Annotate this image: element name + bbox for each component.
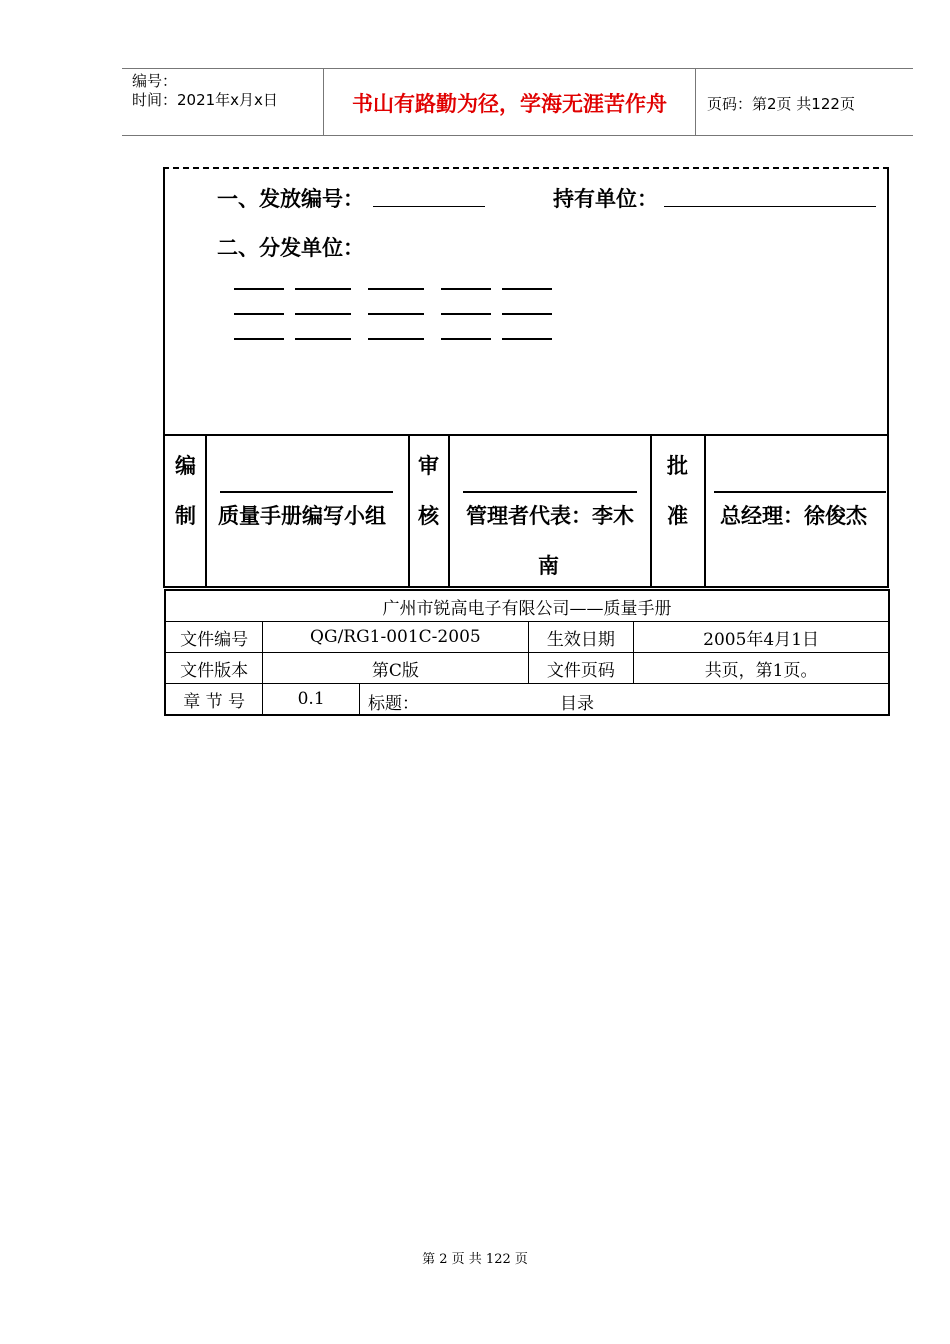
header-bottom-rule xyxy=(122,135,913,136)
approve-label-char: 准 xyxy=(667,504,688,528)
sig-divider xyxy=(205,434,207,588)
document-info-table xyxy=(164,589,890,716)
header-top-rule xyxy=(122,68,913,69)
issue-number-label: 一、发放编号： xyxy=(217,187,364,211)
effective-date-value: 2005年4月1日 xyxy=(634,622,889,653)
header-divider xyxy=(695,68,696,136)
approve-label-char: 批 xyxy=(667,454,688,478)
unit-blank[interactable] xyxy=(368,313,424,315)
review-name: 管理者代表：李木 xyxy=(466,504,634,528)
page-value: 共页，第1页。 xyxy=(634,653,889,684)
unit-blank[interactable] xyxy=(441,288,491,290)
unit-blank[interactable] xyxy=(502,338,552,340)
unit-blank[interactable] xyxy=(368,338,424,340)
doc-no-value: QG/RG1-001C-2005 xyxy=(263,622,528,653)
unit-blank[interactable] xyxy=(502,313,552,315)
chapter-label: 章 节 号 xyxy=(165,684,263,716)
unit-blank[interactable] xyxy=(234,313,284,315)
prepare-label-char: 制 xyxy=(175,504,196,528)
unit-blank[interactable] xyxy=(234,338,284,340)
subject-value: 目录 xyxy=(560,694,595,714)
info-title: 广州市锐高电子有限公司——质量手册 xyxy=(165,590,889,622)
unit-blank[interactable] xyxy=(368,288,424,290)
subject-label: 标题： xyxy=(368,694,420,714)
sig-divider xyxy=(650,434,652,588)
sig-divider xyxy=(448,434,450,588)
issue-number-field[interactable] xyxy=(373,205,485,207)
motto: 书山有路勤为径，学海无涯苦作舟 xyxy=(352,91,667,116)
sig-divider xyxy=(408,434,410,588)
review-sign-line xyxy=(463,491,637,493)
footer-page-number: 第 2 页 共 122 页 xyxy=(422,1252,528,1267)
unit-blank[interactable] xyxy=(295,313,351,315)
holder-field[interactable] xyxy=(664,205,876,207)
time-label: 时间：2021年x月x日 xyxy=(132,91,278,109)
review-name-cont: 南 xyxy=(538,554,559,578)
holder-label: 持有单位： xyxy=(553,187,658,211)
unit-blank[interactable] xyxy=(295,338,351,340)
prepare-name: 质量手册编写小组 xyxy=(218,504,386,528)
subject-cell xyxy=(360,684,889,716)
chapter-value: 0.1 xyxy=(263,684,360,716)
version-label: 文件版本 xyxy=(165,653,263,684)
unit-blank[interactable] xyxy=(234,288,284,290)
review-label-char: 审 xyxy=(418,454,439,478)
page-info: 页码：第2页 共122页 xyxy=(707,95,855,113)
effective-date-label: 生效日期 xyxy=(528,622,634,653)
approve-sign-line xyxy=(714,491,886,493)
review-label-char: 核 xyxy=(418,504,439,528)
prepare-sign-line xyxy=(220,491,393,493)
units-label: 二、分发单位： xyxy=(217,236,364,260)
version-value: 第C版 xyxy=(263,653,528,684)
page-label: 文件页码 xyxy=(528,653,634,684)
unit-blank[interactable] xyxy=(502,288,552,290)
approve-name: 总经理：徐俊杰 xyxy=(720,504,867,528)
doc-no-label: 文件编号 xyxy=(165,622,263,653)
prepare-label-char: 编 xyxy=(175,454,196,478)
sig-divider xyxy=(704,434,706,588)
unit-blank[interactable] xyxy=(295,288,351,290)
number-label: 编号： xyxy=(132,72,178,90)
unit-blank[interactable] xyxy=(441,338,491,340)
unit-blank[interactable] xyxy=(441,313,491,315)
